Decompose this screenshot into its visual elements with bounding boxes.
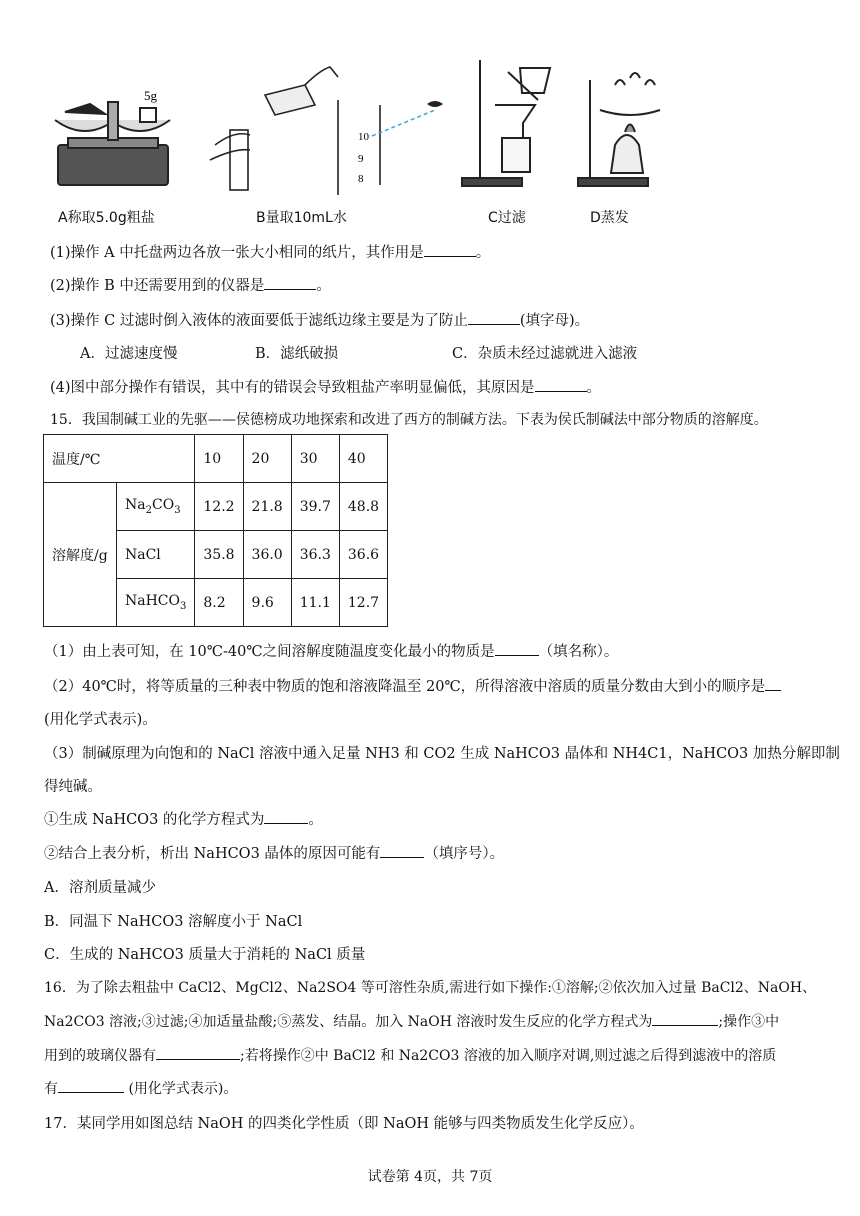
- table-cell: 36.6: [339, 531, 387, 579]
- q14-part4: (4)图中部分操作有错误，其中有的错误会导致粗盐产率明显偏低，其原因是 。: [50, 380, 602, 396]
- table-cell: 12.2: [195, 483, 243, 531]
- q15-sub5: ②结合上表分析，析出 NaHCO3 晶体的原因可能有 （填序号）。: [44, 846, 505, 862]
- q15-sub3-cont: 得纯碱。: [44, 779, 102, 795]
- q15-sub2-cont: (用化学式表示)。: [44, 712, 157, 728]
- q15-sub3: （3）制碱原理为向饱和的 NaCl 溶液中通入足量 NH3 和 CO2 生成 NaHCO3 晶体和 NH4C1，NaHCO3 加热分解即制: [44, 746, 840, 762]
- q16-line3: 用到的玻璃仪器有 ;若将操作②中 BaCl2 和 Na2CO3 溶液的加入顺序对调,则过滤之后得到滤液中的溶质: [44, 1048, 777, 1064]
- table-cell: 39.7: [291, 483, 339, 531]
- table-cell: 35.8: [195, 531, 243, 579]
- measuring-cylinder-icon: [210, 67, 380, 195]
- apparatus-figure: [40, 50, 680, 230]
- q14-option-a: A．过滤速度慢: [80, 346, 178, 362]
- table-temp: 30: [291, 435, 339, 483]
- table-header-row: [44, 435, 388, 483]
- table-header-label: 温度/℃: [44, 435, 195, 483]
- filtration-icon: [462, 60, 550, 186]
- table-temp: 20: [243, 435, 291, 483]
- evaporation-icon: [578, 73, 660, 186]
- svg-text:9: 9: [358, 153, 364, 165]
- table-row-name: NaCl: [117, 531, 195, 579]
- table-temp: 40: [339, 435, 387, 483]
- caption-a: A称取5.0g粗盐: [58, 210, 155, 226]
- table-cell: 9.6: [243, 579, 291, 627]
- eye-icon: [427, 101, 443, 107]
- table-row-group: 溶解度/g: [44, 483, 117, 627]
- q15-intro: 15．我国制碱工业的先驱——侯德榜成功地探索和改进了西方的制碱方法。下表为侯氏制碱法中部分物质的溶解度。: [50, 412, 768, 428]
- table-cell: 48.8: [339, 483, 387, 531]
- svg-text:8: 8: [358, 173, 364, 185]
- table-row: [44, 483, 388, 531]
- q16-line4: 有 (用化学式表示)。: [44, 1081, 238, 1097]
- scale-ticks: [358, 131, 370, 185]
- caption-d: D蒸发: [590, 210, 629, 226]
- q16-line2: Na2CO3 溶液;③过滤;④加适量盐酸;⑤蒸发、结晶。加入 NaOH 溶液时发生反应的化学方程式为 ;操作③中: [44, 1014, 780, 1030]
- q15-sub2: （2）40℃时，将等质量的三种表中物质的饱和溶液降温至 20℃，所得溶液中溶质的质量分数由大到小的顺序是: [44, 675, 781, 696]
- table-cell: 36.3: [291, 531, 339, 579]
- solubility-table: [43, 434, 388, 627]
- q15-option-c: C．生成的 NaHCO3 质量大于消耗的 NaCl 质量: [44, 947, 366, 963]
- table-cell: 11.1: [291, 579, 339, 627]
- svg-text:10: 10: [358, 131, 369, 143]
- q14-part1: (1)操作 A 中托盘两边各放一张大小相同的纸片，其作用是 。: [50, 245, 491, 261]
- table-temp: 10: [195, 435, 243, 483]
- table-cell: 36.0: [243, 531, 291, 579]
- caption-b: B量取10mL水: [256, 210, 347, 226]
- table-row-name: NaHCO$_3$: [117, 579, 195, 627]
- q15-sub1: （1）由上表可知，在 10℃-40℃之间溶解度随温度变化最小的物质是 （填名称）。: [44, 644, 619, 660]
- table-cell: 12.7: [339, 579, 387, 627]
- q15-option-a: A．溶剂质量减少: [44, 880, 156, 896]
- q14-part3: (3)操作 C 过滤时倒入液体的液面要低于滤纸边缘主要是为了防止 (填字母)。: [50, 313, 590, 329]
- balance-icon: [55, 102, 170, 185]
- table-row-name: $Na_2CO_3$: [117, 483, 195, 531]
- page-footer: 试卷第 4页，共 7页: [367, 1169, 493, 1185]
- q14-option-c: C．杂质未经过滤就进入滤液: [452, 346, 638, 362]
- table-cell: 21.8: [243, 483, 291, 531]
- q17-text: 17．某同学用如图总结 NaOH 的四类化学性质（即 NaOH 能够与四类物质发生化学反应）。: [44, 1116, 644, 1132]
- table-cell: 8.2: [195, 579, 243, 627]
- q15-option-b: B．同温下 NaHCO3 溶解度小于 NaCl: [44, 914, 303, 930]
- q15-sub4: ①生成 NaHCO3 的化学方程式为 。: [44, 812, 323, 828]
- q16-line1: 16．为了除去粗盐中 CaCl2、MgCl2、Na2SO4 等可溶性杂质,需进行如下操作:①溶解;②依次加入过量 BaCl2、NaOH、: [44, 980, 817, 996]
- q14-option-b: B．滤纸破损: [255, 346, 339, 362]
- q14-part2: (2)操作 B 中还需要用到的仪器是 。: [50, 278, 331, 294]
- caption-c: C过滤: [488, 210, 526, 226]
- weight-label: 5g: [144, 88, 157, 103]
